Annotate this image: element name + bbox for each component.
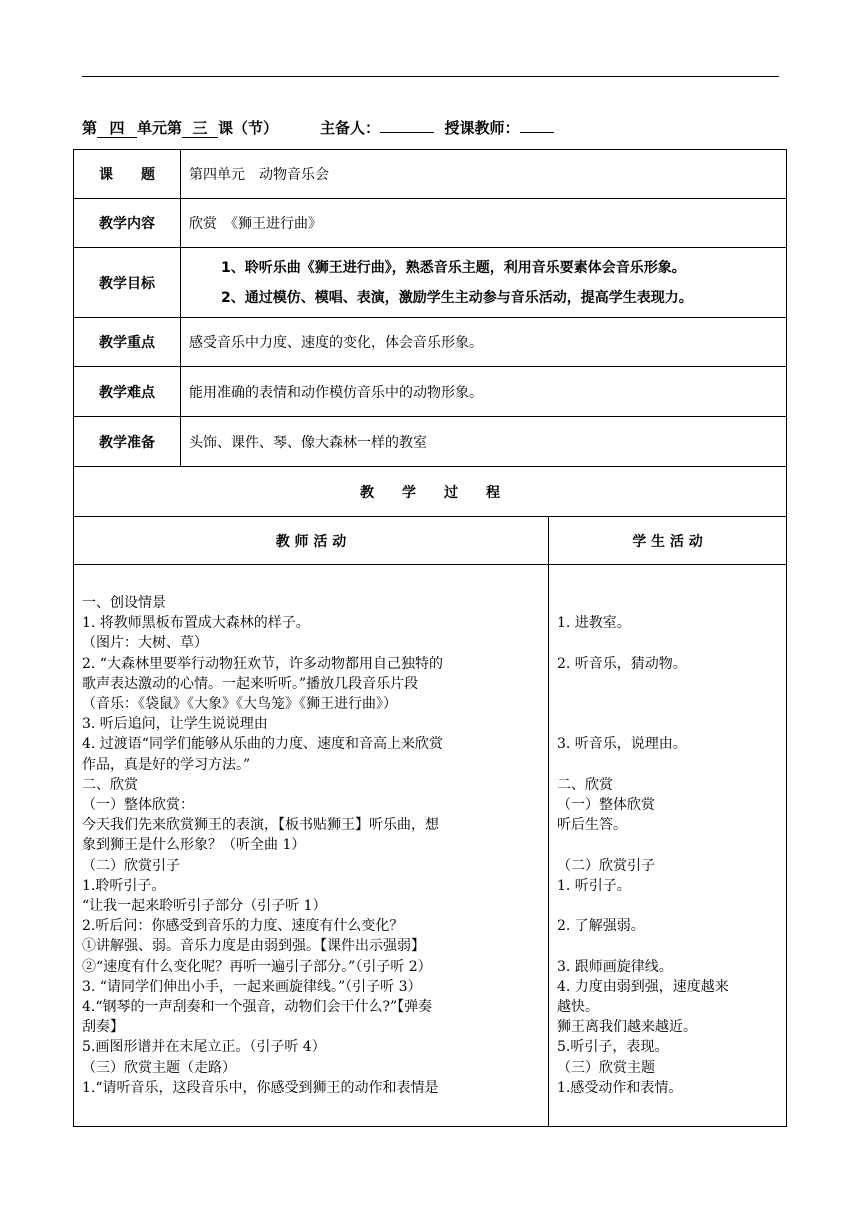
activity-line: 1. 进教室。 (557, 615, 631, 632)
activity-line: “让我一起来聆听引子部分（引子听 1） (82, 898, 327, 914)
unit-number: 四 (97, 120, 137, 138)
activity-line: 2. “大森林里要举行动物狂欢节，许多动物都用自己独特的 (82, 655, 443, 672)
row-preparation (74, 417, 787, 467)
lesson-plan-table (73, 149, 787, 1127)
preparation-value: 头饰、课件、琴、像大森林一样的教室 (181, 417, 787, 467)
activity-line: 3. 听音乐，说理由。 (557, 736, 687, 753)
activity-line: 5.听引子，表现。 (557, 1039, 669, 1056)
preparer-label: 主备人： (320, 119, 381, 137)
activity-line: 3. 跟师画旋律线。 (557, 958, 673, 975)
activity-line: （一）整体欣赏： (82, 796, 194, 813)
teacher-label: 授课教师： (444, 119, 520, 137)
activity-line (557, 694, 778, 714)
row-key-point (74, 318, 787, 367)
teacher-blank (520, 132, 554, 133)
header-rule (82, 76, 779, 77)
topic-value: 第四单元 动物音乐会 (181, 150, 787, 199)
topic-label: 课 题 (74, 150, 181, 199)
activity-line: 听后生答。 (557, 817, 627, 834)
key-point-label: 教学重点 (74, 318, 181, 367)
preparation-label: 教学准备 (74, 417, 181, 467)
activity-line: （一）整体欣赏 (557, 796, 655, 813)
row-activity-headers (74, 517, 787, 565)
lesson-number: 三 (182, 120, 218, 138)
activity-line: 3. “请同学们伸出小手，一起来画旋律线。”（引子听 3） (82, 978, 422, 995)
activity-line: 作品，真是好的学习方法。” (82, 756, 251, 773)
activity-line: 5.画图形谱并在末尾立正。（引子听 4） (82, 1039, 326, 1056)
activity-line: 2.听后问：你感受到音乐的力度、速度有什么变化？ (82, 918, 404, 935)
activity-line: （图片：大树、草） (82, 635, 208, 652)
header-part3: 课（节） (218, 119, 279, 137)
teacher-activity-cell (74, 565, 549, 1127)
goal-item: 1、聆听乐曲《狮王进行曲》，熟悉音乐主题，利用音乐要素体会音乐形象。 (221, 259, 686, 276)
activity-line: （二）欣赏引子 (557, 857, 655, 874)
activity-line: （二）欣赏引子 (82, 857, 180, 874)
process-title: 教 学 过 程 (74, 467, 787, 517)
activity-line (557, 755, 778, 775)
activity-line: 1. 听引子。 (557, 877, 631, 894)
activity-line (557, 936, 778, 956)
row-goals (74, 248, 787, 318)
activity-line: 象到狮王是什么形象？（听全曲 1） (82, 837, 306, 854)
activity-line (557, 714, 778, 734)
activity-line: 越快。 (557, 998, 599, 1015)
activity-line (557, 593, 778, 613)
lesson-header (82, 117, 554, 138)
activity-line: ①讲解强、弱。音乐力度是由弱到强。【课件出示强弱】 (82, 938, 425, 955)
activity-line: 狮王离我们越来越近。 (557, 1019, 697, 1036)
activity-line: （音乐：《袋鼠》《大象》《大鸟笼》《狮王进行曲》） (82, 695, 397, 712)
row-difficulty (74, 367, 787, 417)
difficulty-label: 教学难点 (74, 367, 181, 417)
activity-line: （三）欣赏主题 (557, 1059, 655, 1076)
row-activities (74, 565, 787, 1127)
activity-line: ②“速度有什么变化呢？再听一遍引子部分。”（引子听 2） (82, 958, 432, 975)
activity-line: 3. 听后追问，让学生说说理由 (82, 716, 268, 733)
activity-line (557, 835, 778, 855)
goal-item: 2、通过模仿、模唱、表演，激励学生主动参与音乐活动，提高学生表现力。 (221, 289, 693, 306)
content-value: 欣赏 《狮王进行曲》 (181, 199, 787, 248)
activity-line: 1.“请听音乐，这段音乐中，你感受到狮王的动作和表情是 (82, 1079, 439, 1096)
activity-line: 4. 过渡语“同学们能够从乐曲的力度、速度和音高上来欣赏 (82, 736, 443, 753)
content-label: 教学内容 (74, 199, 181, 248)
activity-line: 二、欣赏 (82, 776, 138, 793)
row-process-title (74, 467, 787, 517)
activity-line: 4. 力度由弱到强，速度越来 (557, 978, 729, 995)
student-activity-header: 学 生 活 动 (549, 517, 787, 565)
goals-value (181, 248, 787, 318)
student-activity-cell (549, 565, 787, 1127)
activity-line: 刮奏】 (82, 1019, 124, 1036)
activity-line: 2. 听音乐，猜动物。 (557, 655, 687, 672)
teacher-activity-header: 教 师 活 动 (74, 517, 549, 565)
header-part2: 单元第 (137, 119, 183, 137)
row-content (74, 199, 787, 248)
activity-line: 歌声表达激动的心情。一起来听听。”播放几段音乐片段 (82, 675, 419, 692)
goals-label: 教学目标 (74, 248, 181, 318)
activity-line (557, 896, 778, 916)
activity-line: 1.感受动作和表情。 (557, 1079, 683, 1096)
activity-line: （三）欣赏主题（走路） (82, 1059, 236, 1076)
activity-line: 一、创设情景 (82, 594, 166, 611)
header-part1: 第 (82, 119, 98, 137)
activity-line: 二、欣赏 (557, 776, 613, 793)
activity-line: 今天我们先来欣赏狮王的表演，【板书贴狮王】听乐曲，想 (82, 817, 439, 834)
activity-line (557, 674, 778, 694)
activity-line: 4.“钢琴的一声刮奏和一个强音，动物们会干什么?”【弹奏 (82, 999, 433, 1016)
activity-line (557, 633, 778, 653)
activity-line: 1.聆听引子。 (82, 877, 166, 894)
key-point-value: 感受音乐中力度、速度的变化，体会音乐形象。 (181, 318, 787, 367)
preparer-blank (380, 132, 434, 133)
activity-line: 2. 了解强弱。 (557, 918, 645, 935)
activity-line: 1. 将教师黑板布置成大森林的样子。 (82, 615, 310, 632)
difficulty-value: 能用准确的表情和动作模仿音乐中的动物形象。 (181, 367, 787, 417)
row-topic (74, 150, 787, 199)
